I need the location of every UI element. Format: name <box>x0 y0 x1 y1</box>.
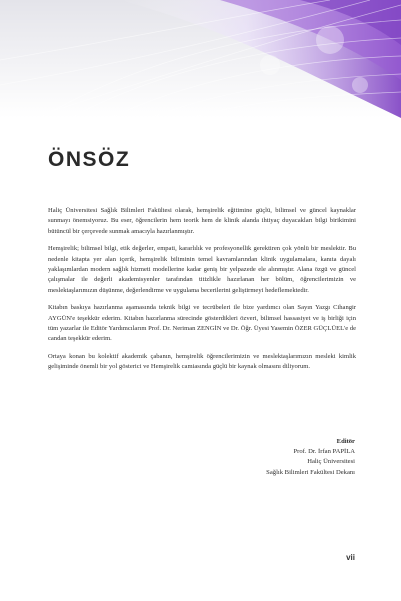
signature-position: Sağlık Bilimleri Fakültesi Dekanı <box>266 468 355 476</box>
paragraph: Ortaya konan bu kolektif akademik çabanın, hemşirelik öğrencilerimizin ve meslektaşlarımızın mesleki kimlik gelişiminde önemli bir yol gösterici ve Hemşirelik camiasında güçlü bir kaynak olmasını diliyorum. <box>48 353 356 371</box>
decorative-header-graphic <box>0 0 401 118</box>
page-number: vii <box>346 553 355 562</box>
preface-body <box>48 206 356 380</box>
signature-block <box>266 437 355 478</box>
signature-institution: Haliç Üniversitesi <box>307 458 355 466</box>
page-title: ÖNSÖZ <box>48 148 131 171</box>
paragraph: Kitabın baskıya hazırlanma aşamasında teknik bilgi ve tecrübeleri ile bize yardımcı olan Sayın Yazgı Cihangir AYGÜN'e teşekkür ederim. Kitabın hazırlanma sürecinde gösterdikleri özveri, bilimsel hassasiyet ve iş birliği için tüm yazarlar ile Editör Yardımcılarım Prof. Dr. Neriman ZENGİN ve Dr. Öğr. Üyesi Yasemin ÖZER GÜÇLÜEL'e de candan teşekkür ederim. <box>48 304 356 343</box>
signature-name: Prof. Dr. İrfan PAPİLA <box>293 448 355 456</box>
paragraph: Haliç Üniversitesi Sağlık Bilimleri Fakültesi olarak, hemşirelik eğitimine güçlü, bilimsel ve güncel kaynaklar sunmayı önemsiyoruz. Bu eser, öğrencilerin hem teorik hem de klinik alanda ihtiyaç duyacakları bilgi birikimini bütüncül bir çerçevede sunmak amacıyla hazırlanmıştır. <box>48 207 356 235</box>
paragraph: Hemşirelik; bilimsel bilgi, etik değerler, empati, kararlılık ve profesyonellik gerektiren çok yönlü bir meslektir. Bu nedenle kitapta yer alan içerik, hemşirelik biliminin temel kavramlarından klinik uygulamalara, kanıta dayalı yaklaşımlardan modern sağlık hizmeti modellerine kadar geniş bir yelpazede ele alınmıştır. Alana özgü ve güncel çalışmalar ile değerli akademisyenler tarafından titizlikle hazırlanan her bölüm, öğrencilerimizin ve meslektaşlarımızın düşünme, değerlendirme ve uygulama becerilerini geliştirmeyi hedeflemektedir. <box>48 245 356 294</box>
signature-role: Editör <box>336 438 355 445</box>
